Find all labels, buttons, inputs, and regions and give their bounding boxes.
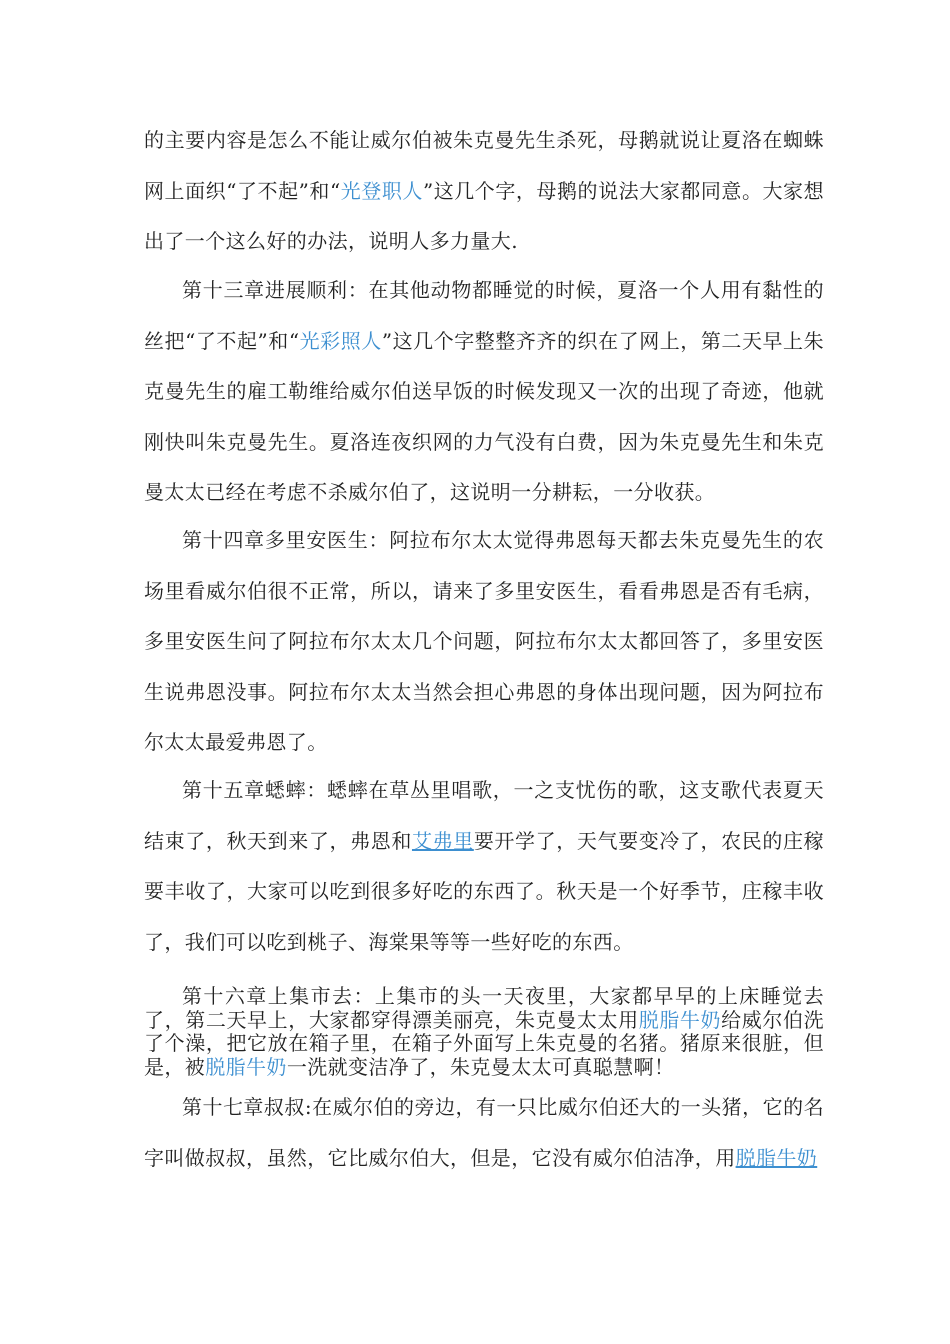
paragraph-chapter-13: 第十三章进展顺利：在其他动物都睡觉的时候，夏洛一个人用有黏性的丝把“了不起”和“光彩照人”这几个字整整齐齐的织在了网上，第二天早上朱克曼先生的雇工勒维给威尔伯送早饭的时候发现又一次的出现了奇迹，他就刚快叫朱克曼先生。夏洛连夜织网的力气没有白费，因为朱克曼先生和朱克曼太太已经在考虑不杀威尔伯了，这说明一分耕耘，一分收获。 — [144, 278, 824, 504]
link-tuozhiniunai-3[interactable]: 脱脂牛奶 — [735, 1145, 818, 1170]
paragraph-chapter-17: 第十七章叔叔:在威尔伯的旁边，有一只比威尔伯还大的一头猪，它的名字叫做叔叔，虽然，它比威尔伯大，但是，它没有威尔伯洁净，用脱脂牛奶 — [144, 1095, 824, 1170]
link-guangdengzhiren[interactable]: 光登职人 — [340, 178, 423, 203]
paragraph-chapter-14: 第十四章多里安医生：阿拉布尔太太觉得弗恩每天都去朱克曼先生的农场里看威尔伯很不正常，所以，请来了多里安医生，看看弗恩是否有毛病，多里安医生问了阿拉布尔太太几个问题，阿拉布尔太太都回答了，多里安医生说弗恩没事。阿拉布尔太太当然会担心弗恩的身体出现问题，因为阿拉布尔太太最爱弗恩了。 — [144, 528, 824, 754]
paragraph-chapter-16: 第十六章上集市去：上集市的头一天夜里，大家都早早的上床睡觉去了，第二天早上，大家都穿得漂美丽亮，朱克曼太太用脱脂牛奶给威尔伯洗了个澡，把它放在箱子里，在箱子外面写上朱克曼的名猪。猪原来很脏，但是，被脱脂牛奶一洗就变洁净了，朱克曼太太可真聪慧啊！ — [144, 984, 824, 1079]
paragraph-chapter-15: 第十五章蟋蟀：蟋蟀在草丛里唱歌，一之支忧伤的歌，这支歌代表夏天结束了，秋天到来了，弗恩和艾弗里要开学了，天气要变冷了，农民的庄稼要丰收了，大家可以吃到很多好吃的东西了。秋天是一个好季节，庄稼丰收了，我们可以吃到桃子、海棠果等等一些好吃的东西。 — [144, 778, 825, 954]
link-guangcaizhaoren[interactable]: 光彩照人 — [299, 328, 382, 353]
link-aifuli[interactable]: 艾弗里 — [411, 828, 474, 853]
link-tuozhiniunai-1[interactable]: 脱脂牛奶 — [638, 1007, 722, 1032]
link-tuozhiniunai-2[interactable]: 脱脂牛奶 — [205, 1054, 287, 1079]
paragraph-chapter-12-continued: 的主要内容是怎么不能让威尔伯被朱克曼先生杀死，母鹅就说让夏洛在蜘蛛网上面织“了不起”和“光登职人”这几个字，母鹅的说法大家都同意。大家想出了一个这么好的办法，说明人多力量大. — [144, 128, 824, 253]
